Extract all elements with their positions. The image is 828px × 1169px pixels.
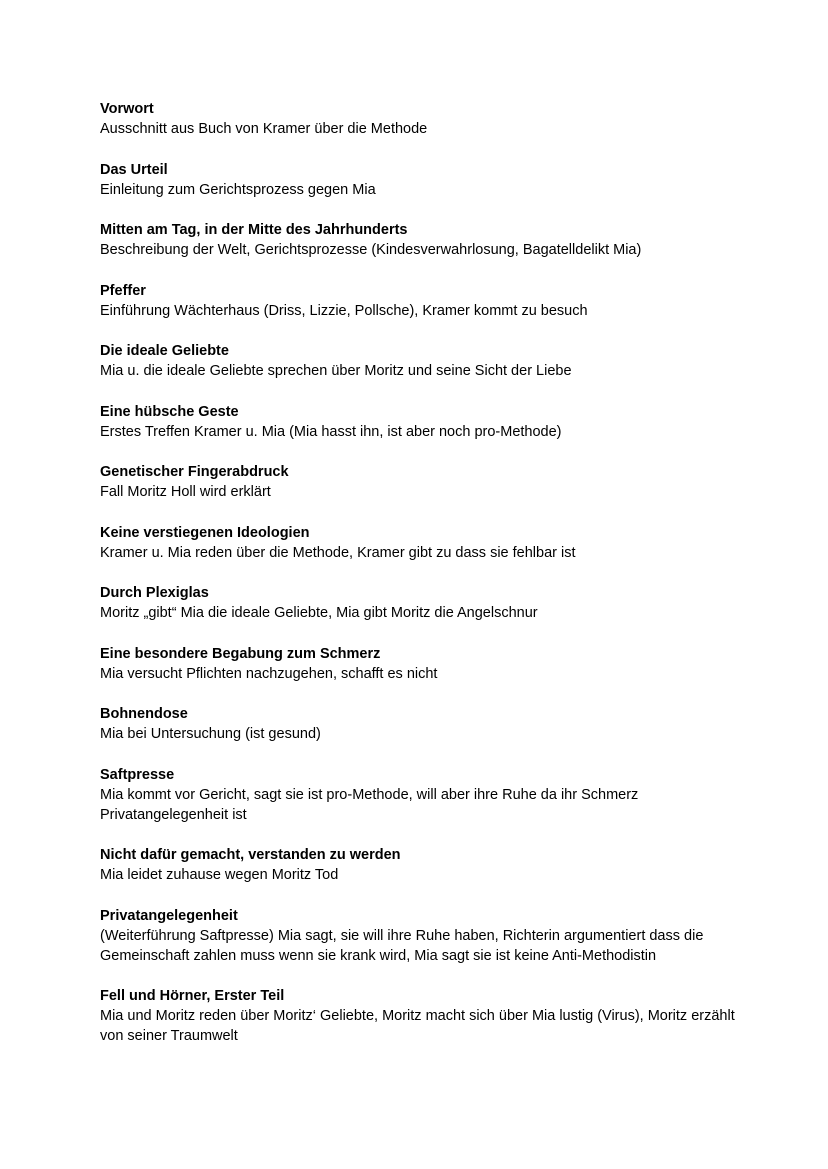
chapter-title: Genetischer Fingerabdruck xyxy=(100,464,289,480)
chapter-entry xyxy=(100,986,740,1046)
chapter-entry xyxy=(100,644,740,684)
chapter-title: Das Urteil xyxy=(100,161,168,178)
chapter-title: Nicht dafür gemacht, verstanden zu werden xyxy=(100,847,401,863)
chapter-description: Einleitung zum Gerichtsprozess gegen Mia xyxy=(100,181,376,198)
chapter-description: Ausschnitt aus Buch von Kramer über die Methode xyxy=(100,121,428,137)
chapter-entry xyxy=(100,704,740,744)
chapter-description: Beschreibung der Welt, Gerichtsprozesse (Kindesverwahrlosung, Bagatelldelikt Mia) xyxy=(100,242,642,258)
chapter-entry xyxy=(100,99,740,139)
chapter-entry xyxy=(100,765,740,825)
chapter-title: Durch Plexiglas xyxy=(100,585,209,601)
chapter-entry xyxy=(100,906,740,966)
chapter-title: Privatangelegenheit xyxy=(100,907,238,924)
chapter-title: Eine hübsche Geste xyxy=(100,403,239,420)
chapter-entry xyxy=(100,845,740,885)
chapter-description: Mia bei Untersuchung (ist gesund) xyxy=(100,726,321,742)
chapter-description: Mia versucht Pflichten nachzugehen, schafft es nicht xyxy=(100,665,438,682)
chapter-description: Mia u. die ideale Geliebte sprechen über Moritz und seine Sicht der Liebe xyxy=(100,363,572,379)
chapter-title: Mitten am Tag, in der Mitte des Jahrhunderts xyxy=(100,222,408,238)
chapter-entry xyxy=(100,523,740,563)
chapter-entry xyxy=(100,220,740,260)
chapter-title: Pfeffer xyxy=(100,282,146,299)
chapter-entry xyxy=(100,160,740,200)
chapter-title: Fell und Hörner, Erster Teil xyxy=(100,988,285,1004)
chapter-entry xyxy=(100,462,740,502)
chapter-title: Keine verstiegenen Ideologien xyxy=(100,524,310,541)
chapter-description: Mia leidet zuhause wegen Moritz Tod xyxy=(100,867,339,883)
document-page xyxy=(100,99,740,1067)
chapter-entry xyxy=(100,402,740,442)
chapter-entry xyxy=(100,281,740,321)
chapter-description: Erstes Treffen Kramer u. Mia (Mia hasst ihn, ist aber noch pro-Methode) xyxy=(100,423,562,440)
chapter-entry xyxy=(100,341,740,381)
chapter-title: Vorwort xyxy=(100,101,154,117)
chapter-title: Saftpresse xyxy=(100,766,175,783)
chapter-description: Fall Moritz Holl wird erklärt xyxy=(100,484,271,500)
chapter-description: (Weiterführung Saftpresse) Mia sagt, sie will ihre Ruhe haben, Richterin argumentiert dass die Gemeinschaft zahlen muss wenn sie krank wird, Mia sagt sie ist keine Anti-Methodistin xyxy=(100,927,704,964)
chapter-title: Eine besondere Begabung zum Schmerz xyxy=(100,645,381,662)
chapter-title: Die ideale Geliebte xyxy=(100,343,229,359)
chapter-title: Bohnendose xyxy=(100,706,188,722)
chapter-description: Mia und Moritz reden über Moritz‘ Geliebte, Moritz macht sich über Mia lustig (Virus), Moritz erzählt von seiner Traumwelt xyxy=(100,1008,735,1044)
chapter-description: Moritz „gibt“ Mia die ideale Geliebte, Mia gibt Moritz die Angelschnur xyxy=(100,605,538,621)
chapter-entry xyxy=(100,583,740,623)
chapter-description: Kramer u. Mia reden über die Methode, Kramer gibt zu dass sie fehlbar ist xyxy=(100,544,576,561)
chapter-description: Mia kommt vor Gericht, sagt sie ist pro-Methode, will aber ihre Ruhe da ihr Schmerz Privatangelegenheit ist xyxy=(100,786,639,823)
chapter-description: Einführung Wächterhaus (Driss, Lizzie, Pollsche), Kramer kommt zu besuch xyxy=(100,302,588,319)
